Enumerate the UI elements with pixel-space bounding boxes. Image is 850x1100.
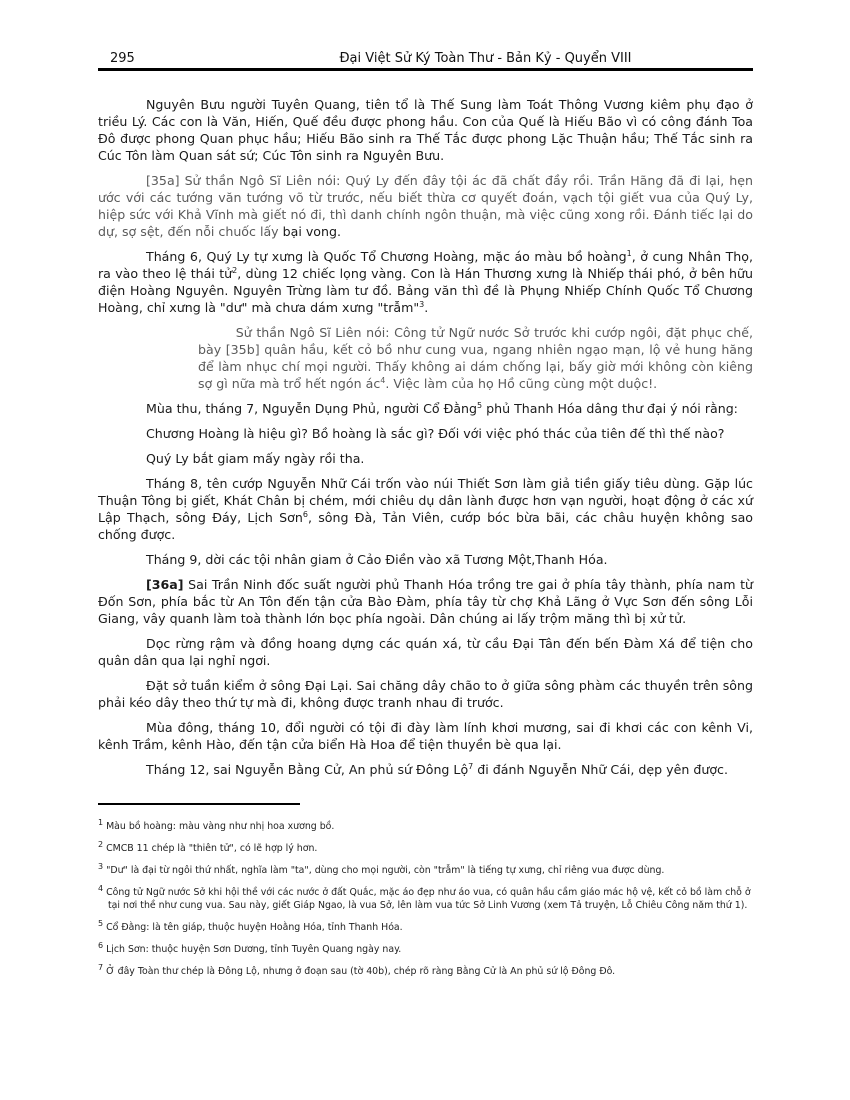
text-run: Tháng 12, sai Nguyễn Bằng Cử, An phủ sứ Đông Lộ: [146, 762, 469, 777]
historian-comment: [98, 172, 753, 240]
footnote-ref[interactable]: 6: [302, 509, 308, 519]
comment-tail: bại vong.: [278, 224, 341, 239]
paragraph: Quý Ly bắt giam mấy ngày rồi tha.: [146, 451, 365, 466]
footnote: [98, 962, 753, 978]
paragraph: [98, 248, 753, 316]
footnote: [98, 883, 753, 912]
main-text: [98, 96, 753, 786]
paragraph: [98, 400, 753, 417]
footnote-number: 7: [98, 962, 104, 972]
footnote: [98, 861, 753, 877]
footnote-text: Công tử Ngữ nước Sở khi hội thề với các nước ở đất Quắc, mặc áo đẹp như áo vua, có quân hầu cầm giáo mác hộ vệ, kết cỏ bồ làm chỗ ở tại nơi thề như cung vua. Sau này, giết Giáp Ngao, là vua Sở, lên làm vua tức Sở Linh Vương (xem Tả truyện, Lỗ Chiêu Công năm thứ 1).: [103, 887, 751, 911]
footnote-number: 1: [98, 817, 104, 827]
text-run: đi đánh Nguyễn Nhữ Cái, dẹp yên được.: [473, 762, 728, 777]
footnote-number: 2: [98, 839, 104, 849]
footnotes: [98, 817, 753, 987]
footnote-text: Ở đây Toàn thư chép là Đông Lộ, nhưng ở đoạn sau (tờ 40b), chép rõ ràng Bằng Cử là An phủ sứ lộ Đông Đô.: [103, 966, 616, 977]
paragraph: [98, 761, 753, 778]
footnote-text: Cổ Đằng: là tên giáp, thuộc huyện Hoằng Hóa, tỉnh Thanh Hóa.: [103, 922, 403, 933]
paragraph: Chương Hoàng là hiệu gì? Bồ hoàng là sắc gì? Đối với việc phó thác của tiên đế thì thế nào?: [146, 426, 725, 441]
text-run: , ở cung Nhân Thọ, ra vào theo lệ thái tử: [98, 249, 753, 281]
paragraph: Đặt sở tuần kiểm ở sông Đại Lại. Sai chăng dây chão to ở giữa sông phàm các thuyền trên sông phải kéo dây theo thứ tự mà đi, không được tranh nhau đi trước.: [98, 678, 753, 710]
footnote-ref[interactable]: 1: [626, 248, 632, 258]
footnote-ref[interactable]: 4: [380, 375, 386, 385]
footnote: [98, 817, 753, 833]
page-header: [98, 50, 753, 68]
footnote-number: 5: [98, 918, 104, 928]
paragraph: [98, 475, 753, 543]
text-run: Tháng 6, Quý Ly tự xưng là Quốc Tổ Chương Hoàng, mặc áo màu bồ hoàng: [146, 249, 627, 264]
paragraph: Mùa đông, tháng 10, đổi người có tội đi đày làm lính khơi mương, sai đi khơi các con kênh Vi, kênh Trầm, kênh Hào, đến tận cửa biển Hà Hoa để tiện thuyền bè qua lại.: [98, 720, 753, 752]
footnote: [98, 940, 753, 956]
folio-marker: [36a]: [146, 577, 184, 592]
historian-quote: [98, 324, 753, 392]
footnote-number: 3: [98, 861, 104, 871]
text-run: Mùa thu, tháng 7, Nguyễn Dụng Phủ, người Cổ Đằng: [146, 401, 478, 416]
paragraph: [98, 576, 753, 627]
footnote-ref[interactable]: 3: [419, 299, 425, 309]
page-number: 295: [110, 51, 135, 66]
quote-text: . Việc làm của họ Hồ cũng cùng một duộc!.: [385, 376, 658, 391]
quote-text: Sử thần Ngô Sĩ Liên nói: Công tử Ngữ nước Sở trước khi cướp ngôi, đặt phục chế, bày [35b] quân hầu, kết cỏ bồ như cung vua, ngang nhiên ngạo mạn, lộ vẻ hung hăng để làm nhục chí mọi người. Thấy không ai dám chống lại, bấy giờ mới không còn kiêng sợ gì nữa mà trổ hết ngón ác: [198, 325, 753, 391]
footnote: [98, 839, 753, 855]
footnote-text: "Dư" là đại từ ngôi thứ nhất, nghĩa làm "ta", dùng cho mọi người, còn "trẫm" là tiếng tự xưng, chỉ riêng vua được dùng.: [103, 865, 665, 876]
footnote-text: CMCB 11 chép là "thiên tử", có lẽ hợp lý hơn.: [103, 843, 318, 854]
footnote-ref[interactable]: 7: [468, 761, 474, 771]
text-run: , sông Đà, Tản Viên, cướp bóc bừa bãi, các châu huyện không sao chống được.: [98, 510, 753, 542]
paragraph: Dọc rừng rậm và đồng hoang dựng các quán xá, từ cầu Đại Tân đến bến Đàm Xá để tiện cho quân dân qua lại nghỉ ngơi.: [98, 636, 753, 668]
footnote-separator: [98, 803, 300, 805]
text-run: Sai Trần Ninh đốc suất người phủ Thanh Hóa trồng tre gai ở phía tây thành, phía nam từ Đốn Sơn, phía bắc từ An Tôn đến tận cửa Bào Đàm, phía tây từ chợ Khả Lãng ở Vực Sơn đến sông Lỗi Giang, vây quanh làm toà thành lớn bọc phía ngoài. Dân chúng ai lấy trộm măng thì bị xử tử.: [98, 577, 753, 626]
footnote-ref[interactable]: 5: [477, 400, 483, 410]
text-run: Tháng 8, tên cướp Nguyễn Nhữ Cái trốn vào núi Thiết Sơn làm giả tiền giấy tiêu dùng. Gặp lúc Thuận Tông bị giết, Khát Chân bị chém, mới chiêu dụ dân lành được hơn vạn người, hoạt động ở các xứ Lập Thạch, sông Đáy, Lịch Sơn: [98, 476, 753, 525]
text-run: .: [424, 300, 429, 315]
footnote-ref[interactable]: 2: [232, 265, 238, 275]
quote-indent: [198, 324, 236, 341]
paragraph: Nguyên Bưu người Tuyên Quang, tiên tổ là Thế Sung làm Toát Thông Vương kiêm phụ đạo ở triều Lý. Các con là Văn, Hiến, Quế đều được phong hầu. Con của Quế là Hiếu Bão vì có công đánh Toa Đô được phong Quan phục hầu; Hiếu Bão sinh ra Thế Tắc được phong Lặc Thuận hầu; Thế Tắc sinh ra Cúc Tôn làm Quan sát sứ; Cúc Tôn sinh ra Nguyên Bưu.: [98, 97, 753, 163]
header-rule: [98, 68, 753, 71]
comment-text: [35a] Sử thần Ngô Sĩ Liên nói: Quý Ly đến đây tội ác đã chất đầy rồi. Trần Hãng đã đi lại, hẹn ước với các tướng văn tướng võ từ trước, nếu biết thừa cơ quyết đoán, vạch tội giết vua của Quý Ly, hiệp sức với Khả Vĩnh mà giết nó đi, thì danh chính ngôn thuận, mà việc cũng xong rồi. Đánh tiếc lại do dự, sợ sệt, đến nỗi chuốc lấy: [98, 173, 753, 239]
paragraph: Tháng 9, dời các tội nhân giam ở Cảo Điền vào xã Tương Một,Thanh Hóa.: [146, 552, 608, 567]
footnote: [98, 918, 753, 934]
footnote-text: Lịch Sơn: thuộc huyện Sơn Dương, tỉnh Tuyên Quang ngày nay.: [103, 944, 402, 955]
running-title: Đại Việt Sử Ký Toàn Thư - Bản Kỷ - Quyển VIII: [339, 51, 632, 66]
footnote-number: 6: [98, 940, 104, 950]
footnote-text: Màu bồ hoàng: màu vàng như nhị hoa xương bồ.: [103, 821, 335, 832]
text-run: , dùng 12 chiếc lọng vàng. Con là Hán Thương xưng là Nhiếp thái phó, ở bên hữu điện Hoàng Nguyên. Nguyên Trừng làm tư đồ. Bảng văn thì đề là Phụng Nhiếp Chính Quốc Tổ Chương Hoàng, chỉ xưng là "dư" mà chưa dám xưng "trẫm": [98, 266, 754, 315]
footnote-number: 4: [98, 883, 104, 893]
text-run: phủ Thanh Hóa dâng thư đại ý nói rằng:: [482, 401, 738, 416]
